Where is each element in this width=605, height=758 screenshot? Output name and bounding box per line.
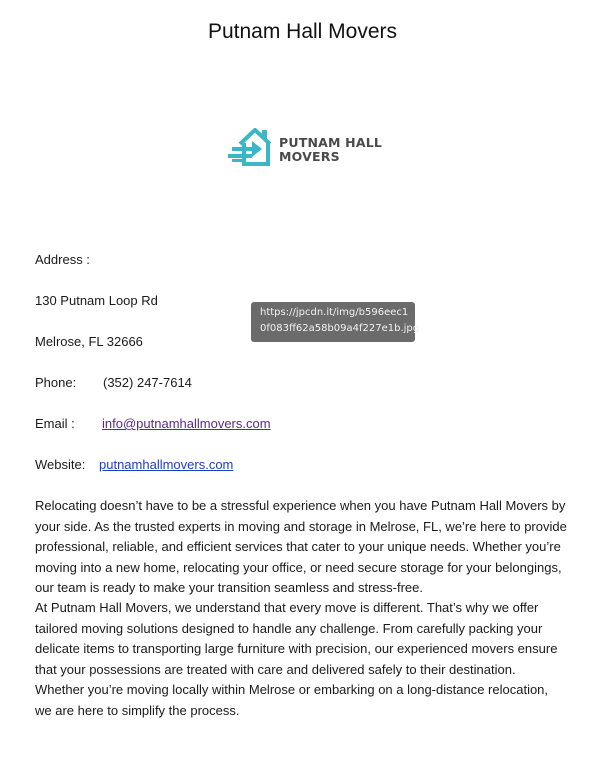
email-label: Email : xyxy=(35,416,75,431)
email-link[interactable]: info@putnamhallmovers.com xyxy=(102,416,271,431)
address-line-2: Melrose, FL 32666 xyxy=(35,334,143,349)
address-label: Address : xyxy=(35,252,90,267)
logo-line-1: PUTNAM HALL xyxy=(279,135,383,150)
tooltip-line-2: 0f083ff62a58b09a4f227e1b.jpg xyxy=(260,323,420,334)
logo-line-2: MOVERS xyxy=(279,149,340,164)
phone-label: Phone: xyxy=(35,375,77,390)
website-label: Website: xyxy=(35,457,86,472)
website-row xyxy=(35,457,335,472)
logo-wordmark xyxy=(279,136,382,164)
tooltip-line-1: https://jpcdn.it/img/b596eec1 xyxy=(260,307,409,318)
email-row xyxy=(35,416,335,431)
image-url-tooltip xyxy=(251,302,420,342)
intro-paragraph: Relocating doesn’t have to be a stressful experience when you have Putnam Hall Movers by your side. As the trusted experts in moving and storage in Melrose, FL, we’re here to provide professional, reliable, and efficient services that cater to your unique needs. Whether you’re moving into a new home, relocating your office, or need secure storage for your belongings, our team is ready to make your transition seamless and stress-free. xyxy=(35,498,567,596)
phone-row xyxy=(35,375,335,390)
services-paragraph: At Putnam Hall Movers, we understand that every move is different. That’s why we offer tailored moving solutions designed to handle any challenge. From carefully packing your delicate items to transporting large furniture with precision, our experienced movers ensure that your possessions are treated with care and delivered safely to their destination. Whether you’re moving locally within Melrose or embarking on a long-distance relocation, we are here to simplify the process. xyxy=(35,600,558,718)
page-title: Putnam Hall Movers xyxy=(207,20,398,43)
website-link[interactable]: putnamhallmovers.com xyxy=(99,457,234,472)
phone-value: (352) 247-7614 xyxy=(103,375,192,390)
company-logo[interactable] xyxy=(226,126,386,168)
address-line-1: 130 Putnam Loop Rd xyxy=(35,293,158,308)
house-arrow-icon xyxy=(226,126,276,168)
